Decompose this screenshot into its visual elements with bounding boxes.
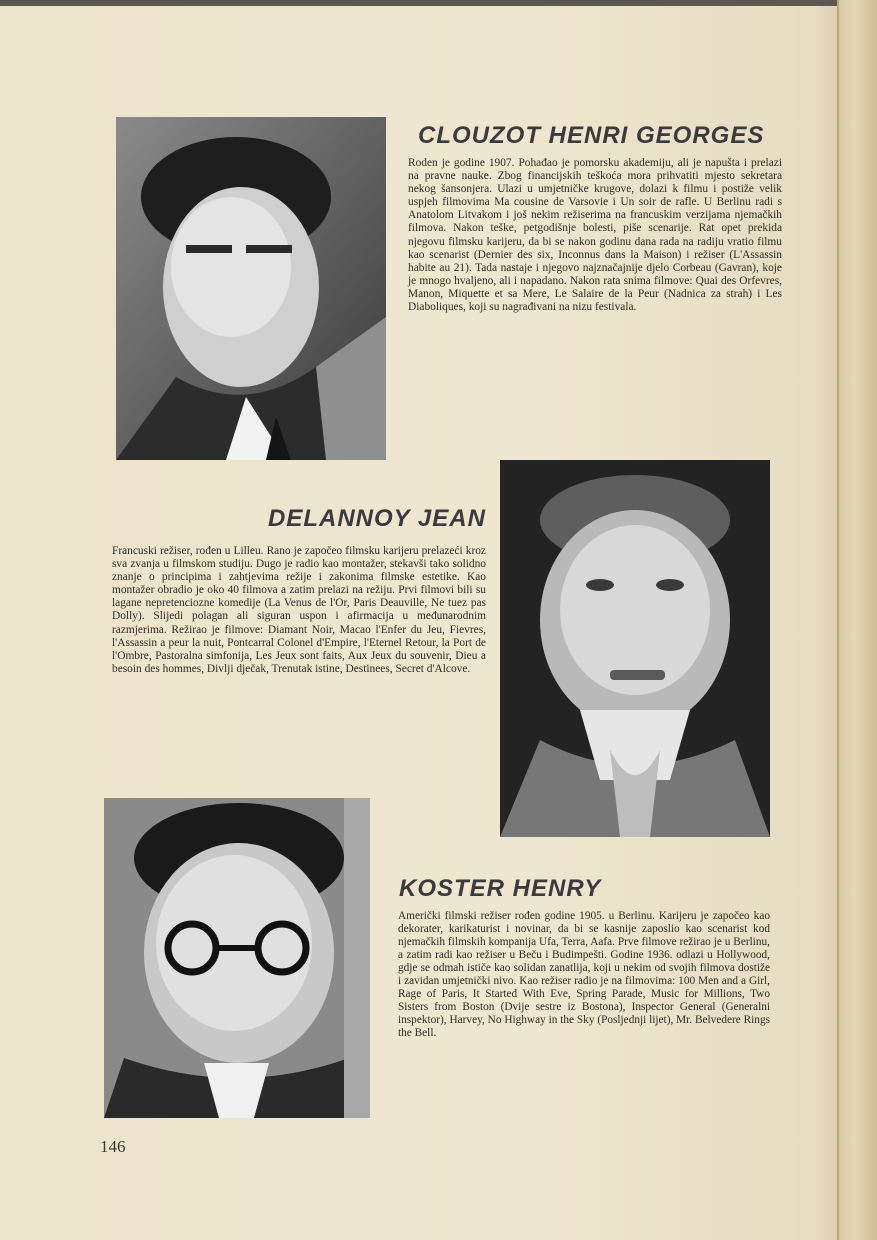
entry-heading-koster: KOSTER HENRY [399,875,602,902]
page-number: 146 [100,1137,126,1156]
entry-heading-clouzot: CLOUZOT HENRI GEORGES [418,122,765,149]
entry-text-clouzot: Roden je godine 1907. Pohađao je pomorsku akademiju, ali je napušta i prelazi na pravne nauke. Zbog financijskih teškoća mora prihvatiti mjesto sekretara nekog šansonjera. Ulazi u umjetničke krugove, dolazi k filmu i postiže velik uspjeh filmovima Ma cousine de Varsovie i Un soir de rafle. U Berlinu radi s Anatolom Litvakom i još nekim režiserima na francuskim verzijama njemačkih filmova. Nakon teške, petgodišnje bolesti, piše scenarije. Rat opet prekida njegovu filmsku karijeru, da bi se nakon godinu dana rada na radiju vratio filmu kao scenarist (Dernier des six, Inconnus dans la Maison) i režiser (L'Assassin habite au 21). Tada nastaje i njegovo najznačajnije djelo Corbeau (Gavran), koje je mnogo hvaljeno, ali i napadano. Nakon rata snima filmove: Quai des Orfevres, Manon, Miquette et sa Mere, Le Salaire de la Peur (Nadnica za strah) i Les Diaboliques, koji su nagrađivani na nizu festivala. [408,157,782,314]
portrait-delannoy-image [500,460,770,837]
page-top-edge [0,0,877,6]
photo-clouzot [116,117,386,460]
photo-koster [104,798,370,1118]
portrait-koster-image [104,798,370,1118]
entry-text-delannoy: Francuski režiser, rođen u Lilleu. Rano je započeo filmsku karijeru prelazeći kroz sva zvanja u filmskom studiju. Dugo je radio kao montažer, stekavši tako solidno znanje o principima i zahtjevima režije i zakonima filmske estetike. Kao montažer obradio je oko 40 filmova a zatim prelazi na režiju. Prvi filmovi bili su lagane nepretenciozne komedije (La Venus de l'Or, Paris Deauville, Ne tuez pas Dolly). Slijedi polagan ali siguran uspon i afirmacija u međunarodnim razmjerima. Režirao je filmove: Diamant Noir, Macao l'Enfer du Jeu, Fievres, l'Assassin a peur la nuit, Pontcarral Colonel d'Empire, l'Eternel Retour, la Port de l'Ombre, Pastoralna simfonija, Les Jeux sont faits, Aux Jeux du souvenir, Dieu a besoin des hommes, Divlji dječak, Trenutak istine, Destinees, Secret d'Alcove. [112,545,486,675]
book-spine [837,0,877,1240]
portrait-clouzot-image [116,117,386,460]
photo-delannoy [500,460,770,837]
entry-heading-delannoy: DELANNOY JEAN [268,505,486,532]
entry-text-koster: Američki filmski režiser rođen godine 1905. u Berlinu. Karijeru je započeo kao dekorater, karikaturist i novinar, da bi se kasnije zaposlio kao scenarist kod njemačkih filmskih kompanija Ufa, Terra, Aafa. Prve filmove režirao je u Berlinu, a zatim radi kao režiser u Beču i Budimpešti. Godine 1936. odlazi u Hollywood, gdje se odmah ističe kao solidan zanatlija, koji u nekim od svojih filmova dostiže i zavidan umjetnički nivo. Kao režiser radio je na filmovima: 100 Men and a Girl, Rage of Paris, It Started With Eve, Spring Parade, Music for Millions, Two Sisters from Boston (Dvije sestre iz Bostona), Inspector General (Generalni inspektor), Harvey, No Highway in the Sky (Posljednji lijet), Mr. Belvedere Rings the Bell. [398,910,770,1039]
